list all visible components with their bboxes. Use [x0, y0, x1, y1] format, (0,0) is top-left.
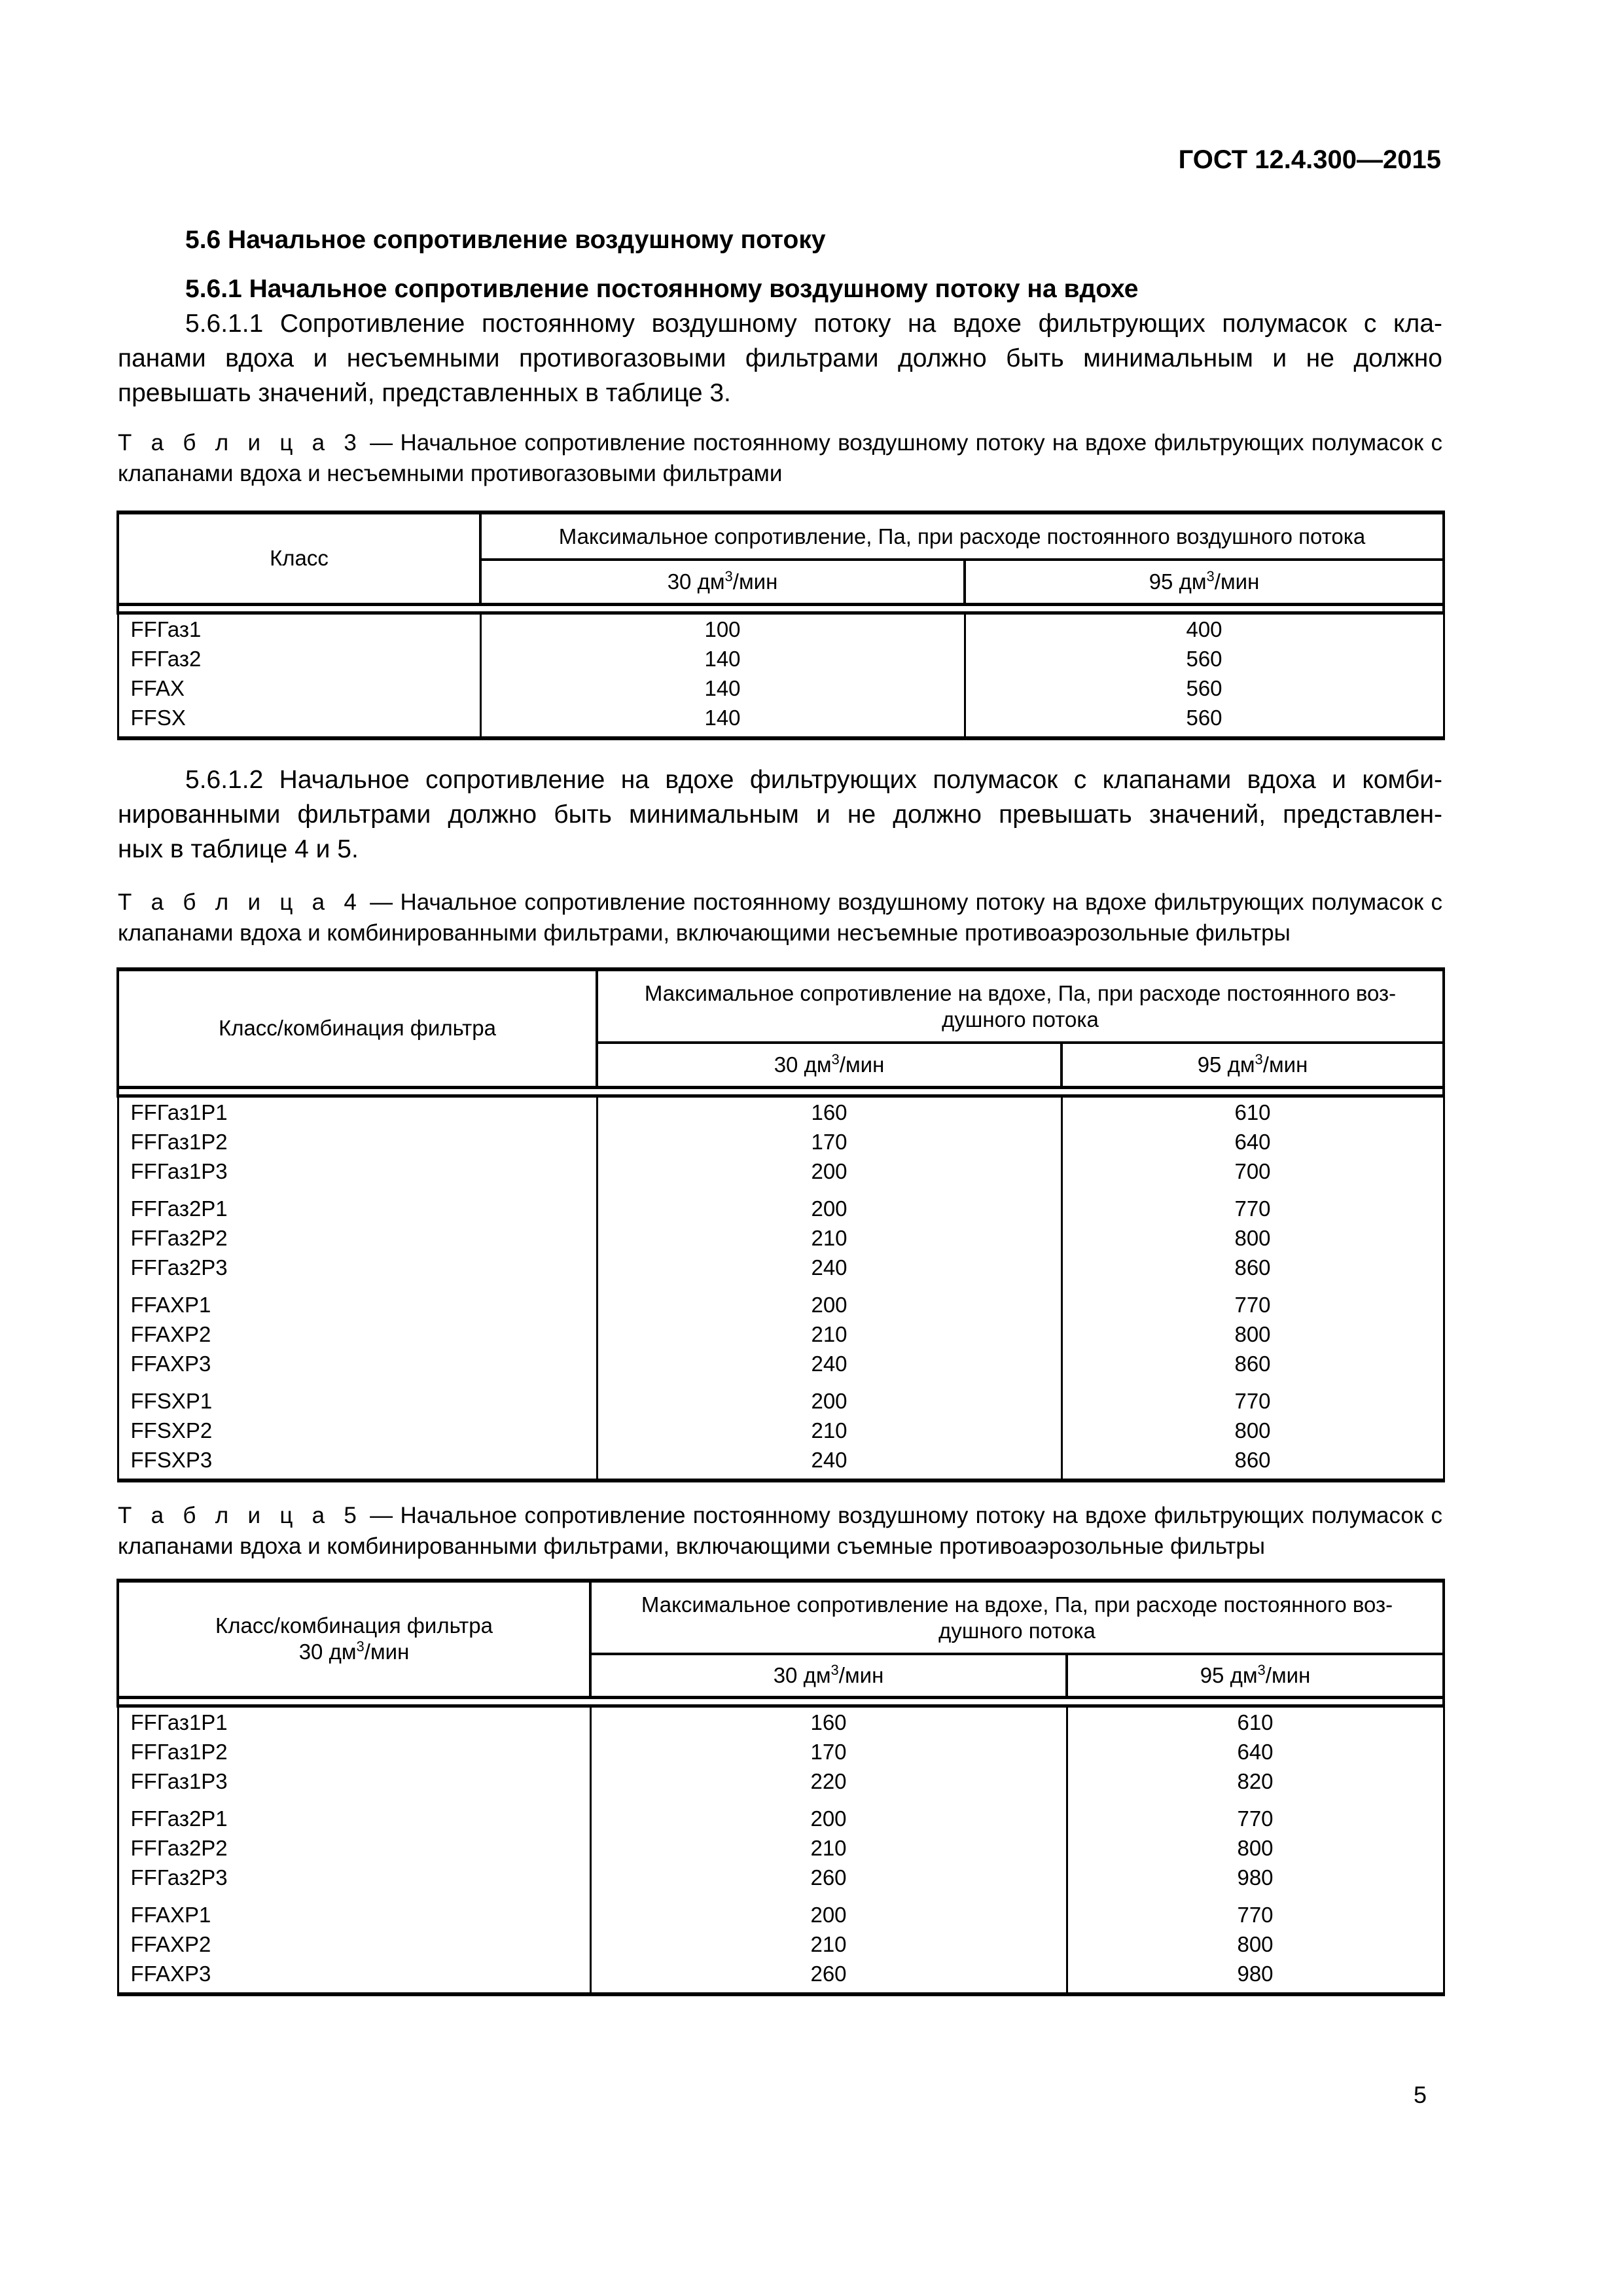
table-row: FFAXP2 210 800 — [118, 1929, 1444, 1959]
table-row: FFГаз2P1 200 770 — [118, 1186, 1444, 1223]
column-header-group: Максимальное сопротивление, Па, при расходе постоянного воздушного потока — [480, 512, 1444, 560]
page-number: 5 — [1413, 2081, 1427, 2108]
table-row: FFГаз2 140 560 — [118, 644, 1444, 673]
table-row: FFГаз1P2 170 640 — [118, 1127, 1444, 1157]
paragraph-5-6-1-2 — [118, 762, 1442, 867]
table-row: FFSXP2 210 800 — [118, 1416, 1444, 1445]
caption-text: клапанами вдоха и несъемными противогазовыми фильтрами — [118, 461, 783, 486]
table-label: Т а б л и ц а 5 — [118, 1503, 363, 1528]
table-row: FFAXP3 240 860 — [118, 1349, 1444, 1378]
paragraph-line: нированными фильтрами должно быть минимальным и не должно превышать значений, представлен- — [118, 800, 1442, 829]
table-row: FFГаз1P3 220 820 — [118, 1767, 1444, 1796]
table-5 — [116, 1579, 1445, 1996]
paragraph-line: 5.6.1.2 Начальное сопротивление на вдохе фильтрующих полумасок с клапанами вдоха и комби- — [185, 766, 1442, 794]
table-3 — [116, 511, 1445, 740]
caption-text: — Начальное сопротивление постоянному воздушному потоку на вдохе фильтрующих полумасок с — [362, 889, 1442, 915]
table-row: FFГаз1P3 200 700 — [118, 1157, 1444, 1186]
column-header-class: Класс — [118, 512, 480, 604]
table-row: FFГаз2P1 200 770 — [118, 1796, 1444, 1833]
document-code: ГОСТ 12.4.300—2015 — [1178, 145, 1441, 174]
table-row: FFГаз1P1 160 610 — [118, 1706, 1444, 1737]
column-header-30: 30 $дм^3$/мин — [590, 1654, 1067, 1697]
table-row: FFSXP1 200 770 — [118, 1378, 1444, 1416]
column-header-class: Класс/комбинация фильтра 30 $дм^3$/мин — [118, 1581, 590, 1697]
table-row: FFГаз1P2 170 640 — [118, 1737, 1444, 1767]
table-row: FFГаз2P2 210 800 — [118, 1833, 1444, 1863]
table-row: FFAXP2 210 800 — [118, 1319, 1444, 1349]
paragraph-line: ных в таблице 4 и 5. — [118, 835, 359, 863]
table-row: FFAXP3 260 980 — [118, 1959, 1444, 1994]
caption-text: клапанами вдоха и комбинированными фильтрами, включающими несъемные противоаэрозольные фильтры — [118, 920, 1291, 946]
column-header-30: 30 $дм^3$/мин — [597, 1043, 1061, 1087]
table-row: FFAX 140 560 — [118, 673, 1444, 703]
paragraph-line: 5.6.1.1 Сопротивление постоянному воздушному потоку на вдохе фильтрующих полумасок с кла- — [185, 310, 1442, 338]
table-5-caption — [118, 1500, 1442, 1562]
section-heading-5-6: 5.6 Начальное сопротивление воздушному потоку — [185, 226, 826, 254]
table-row: FFГаз2P3 240 860 — [118, 1253, 1444, 1282]
table-4 — [116, 967, 1445, 1482]
table-row: FFГаз1 100 400 — [118, 613, 1444, 644]
table-3-caption — [118, 427, 1442, 489]
paragraph-line: панами вдоха и несъемными противогазовыми фильтрами должно быть минимальным и не должно — [118, 344, 1442, 372]
caption-text: клапанами вдоха и комбинированными фильтрами, включающими съемные противоаэрозольные фильтры — [118, 1534, 1266, 1559]
table-row: FFГаз2P3 260 980 — [118, 1863, 1444, 1892]
caption-text: — Начальное сопротивление постоянному воздушному потоку на вдохе фильтрующих полумасок с — [362, 430, 1442, 456]
column-header-95: 95 $дм^3$/мин — [1067, 1654, 1444, 1697]
column-header-group: Максимальное сопротивление на вдохе, Па, при расходе постоянного воз- душного потока — [597, 969, 1444, 1043]
column-header-95: 95 $дм^3$/мин — [965, 560, 1444, 604]
paragraph-line: превышать значений, представленных в таблице 3. — [118, 379, 731, 407]
table-row: FFAXP1 200 770 — [118, 1282, 1444, 1319]
section-heading-5-6-1: 5.6.1 Начальное сопротивление постоянному воздушному потоку на вдохе — [185, 275, 1139, 303]
table-row: FFSX 140 560 — [118, 703, 1444, 738]
table-4-caption — [118, 887, 1442, 948]
paragraph-5-6-1-1 — [118, 306, 1442, 410]
table-label: Т а б л и ц а 4 — [118, 889, 363, 915]
table-row: FFAXP1 200 770 — [118, 1892, 1444, 1929]
column-header-group: Максимальное сопротивление на вдохе, Па, при расходе постоянного воз- душного потока — [590, 1581, 1444, 1654]
table-label: Т а б л и ц а 3 — [118, 430, 363, 456]
table-row: FFГаз1P1 160 610 — [118, 1096, 1444, 1127]
column-header-class: Класс/комбинация фильтра — [118, 969, 597, 1087]
table-row: FFSXP3 240 860 — [118, 1445, 1444, 1480]
table-row: FFГаз2P2 210 800 — [118, 1223, 1444, 1253]
column-header-95: 95 $дм^3$/мин — [1061, 1043, 1444, 1087]
caption-text: — Начальное сопротивление постоянному воздушному потоку на вдохе фильтрующих полумасок с — [362, 1503, 1442, 1528]
column-header-30: 30 $дм^3$/мин — [480, 560, 965, 604]
